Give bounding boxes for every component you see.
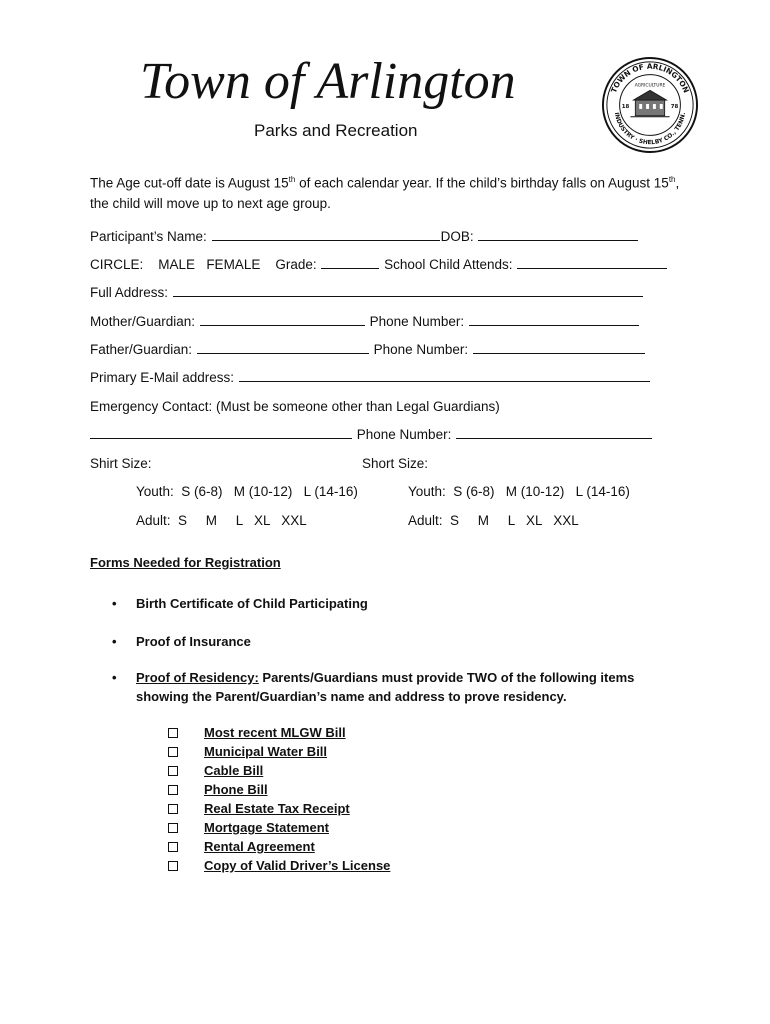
list-item: Proof of Insurance: [136, 634, 251, 649]
age-cutoff-notice: The Age cut-off date is August 15th of each calendar year. If the child’s birthday falls on August 15th, the child will move up to next age group.: [90, 175, 680, 211]
svg-text:18: 18: [621, 103, 630, 110]
mother-label: Mother/Guardian:: [90, 314, 196, 329]
father-phone-field[interactable]: [473, 340, 645, 354]
participant-name-label: Participant’s Name:: [90, 229, 207, 244]
grade-label: Grade:: [275, 257, 317, 272]
emergency-phone-field[interactable]: [456, 425, 652, 439]
address-label: Full Address:: [90, 285, 169, 300]
participant-row: [90, 227, 639, 247]
school-label: School Child Attends:: [384, 257, 513, 272]
father-label: Father/Guardian:: [90, 342, 193, 357]
emergency-contact-field[interactable]: [90, 425, 352, 439]
checkbox[interactable]: [168, 766, 178, 776]
bullet-icon: •: [112, 670, 117, 685]
checklist-item-cable: Cable Bill: [204, 763, 264, 778]
checklist-item-rental: Rental Agreement: [204, 839, 315, 854]
checkbox[interactable]: [168, 823, 178, 833]
shirt-adult-sizes[interactable]: Adult: S M L XL XXL: [136, 513, 307, 528]
short-youth-sizes[interactable]: Youth: S (6-8) M (10-12) L (14-16): [408, 484, 630, 499]
page-subtitle: Parks and Recreation: [254, 121, 418, 140]
checklist-item-license: Copy of Valid Driver’s License: [204, 858, 391, 873]
checkbox[interactable]: [168, 785, 178, 795]
checkbox[interactable]: [168, 747, 178, 757]
mother-phone-label: Phone Number:: [369, 314, 465, 329]
shirt-size-label: Shirt Size:: [90, 456, 152, 471]
mother-row: [90, 312, 640, 332]
checklist-item-phone: Phone Bill: [204, 782, 268, 797]
town-seal-logo: [601, 56, 699, 154]
seal-text-top: TOWN OF ARLINGTON: [609, 61, 691, 95]
emergency-row: [90, 425, 653, 445]
mother-phone-field[interactable]: [469, 312, 639, 326]
grade-field[interactable]: [321, 255, 379, 269]
circle-label: CIRCLE:: [90, 257, 144, 272]
mother-field[interactable]: [200, 312, 365, 326]
forms-needed-heading: Forms Needed for Registration: [90, 555, 281, 570]
residency-item: Proof of Residency: Parents/Guardians must provide TWO of the following items showing the Parent/Guardian’s name and address to prove residency.: [136, 670, 635, 704]
emergency-label: Emergency Contact: (Must be someone other than Legal Guardians): [90, 399, 500, 414]
participant-name-field[interactable]: [212, 227, 440, 241]
male-option[interactable]: MALE: [158, 257, 196, 272]
page-title: Town of Arlington: [140, 53, 516, 110]
list-item: Birth Certificate of Child Participating: [136, 596, 368, 611]
circle-row: [90, 255, 668, 275]
checkbox[interactable]: [168, 804, 178, 814]
checkbox[interactable]: [168, 842, 178, 852]
address-row: [90, 283, 644, 303]
checklist-item-water: Municipal Water Bill: [204, 744, 328, 759]
checklist-item-tax: Real Estate Tax Receipt: [204, 801, 350, 816]
dob-label: DOB:: [440, 229, 474, 244]
father-row: [90, 340, 646, 360]
email-label: Primary E-Mail address:: [90, 370, 235, 385]
father-field[interactable]: [197, 340, 369, 354]
seal-text-bottom: INDUSTRY · SHELBY CO., TENN.: [612, 112, 688, 147]
svg-text:AGRICULTURE: AGRICULTURE: [634, 83, 666, 89]
short-adult-sizes[interactable]: Adult: S M L XL XXL: [408, 513, 579, 528]
bullet-icon: •: [112, 596, 117, 611]
shirt-youth-sizes[interactable]: Youth: S (6-8) M (10-12) L (14-16): [136, 484, 358, 499]
checklist-item-mlgw: Most recent MLGW Bill: [204, 725, 346, 740]
address-field[interactable]: [173, 283, 643, 297]
checkbox[interactable]: [168, 728, 178, 738]
email-row: [90, 368, 651, 388]
emergency-phone-label: Phone Number:: [356, 427, 452, 442]
checkbox[interactable]: [168, 861, 178, 871]
email-field[interactable]: [239, 368, 650, 382]
female-option[interactable]: FEMALE: [206, 257, 261, 272]
checklist-item-mortgage: Mortgage Statement: [204, 820, 329, 835]
short-size-label: Short Size:: [362, 456, 429, 471]
dob-field[interactable]: [478, 227, 638, 241]
school-field[interactable]: [517, 255, 667, 269]
svg-text:78: 78: [670, 103, 679, 110]
bullet-icon: •: [112, 634, 117, 649]
father-phone-label: Phone Number:: [373, 342, 469, 357]
